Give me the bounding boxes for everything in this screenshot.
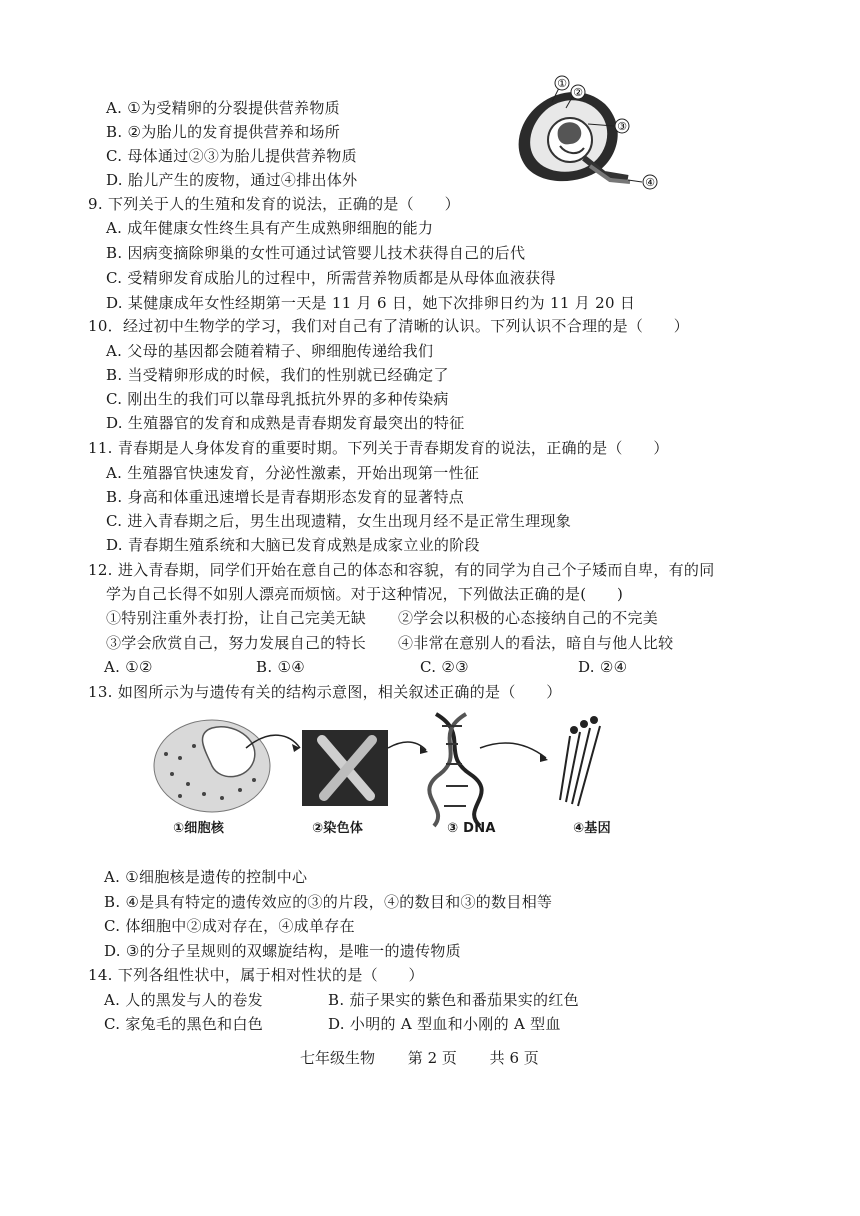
q8-option-d: D. 胎儿产生的废物，通过④排出体外	[106, 171, 358, 189]
uterus-label-4: ④	[645, 176, 655, 189]
q14-option-b: B. 茄子果实的紫色和番茄果实的红色	[328, 991, 579, 1009]
q13-option-a: A. ①细胞核是遗传的控制中心	[104, 868, 308, 886]
q11-option-a: A. 生殖器官快速发育，分泌性激素，开始出现第一性征	[106, 464, 480, 482]
q11-stem: 11. 青春期是人身体发育的重要时期。下列关于青春期发育的说法，正确的是（ ）	[88, 439, 669, 457]
uterus-label-1: ①	[557, 77, 567, 90]
q12-choice-b: B. ①④	[256, 658, 305, 676]
q9-option-a: A. 成年健康女性终生具有产生成熟卵细胞的能力	[106, 219, 434, 237]
q10-option-b: B. 当受精卵形成的时候，我们的性别就已经确定了	[106, 366, 449, 384]
uterus-label-3: ③	[617, 120, 627, 133]
q14-option-a: A. 人的黑发与人的卷发	[104, 991, 263, 1009]
q9-option-d: D. 某健康成年女性经期第一天是 11 月 6 日，她下次排卵日约为 11 月 20 日	[106, 294, 636, 312]
q13-option-c: C. 体细胞中②成对存在，④成单存在	[104, 917, 355, 935]
q13-stem: 13. 如图所示为与遗传有关的结构示意图，相关叙述正确的是（ ）	[88, 683, 562, 701]
q12-choice-c: C. ②③	[420, 658, 469, 676]
gene-drawing	[560, 716, 600, 806]
footer-total-pages: 共 6 页	[489, 1049, 539, 1067]
q8-option-a: A. ①为受精卵的分裂提供营养物质	[106, 99, 340, 117]
page-footer	[300, 1047, 567, 1068]
caption-dna: ③ DNA	[447, 821, 496, 836]
q11-option-b: B. 身高和体重迅速增长是青春期形态发育的显著特点	[106, 488, 465, 506]
q14-stem: 14. 下列各组性状中，属于相对性状的是（ ）	[88, 966, 424, 984]
dna-helix-drawing	[429, 714, 481, 826]
q11-option-d: D. 青春期生殖系统和大脑已发育成熟是成家立业的阶段	[106, 536, 480, 554]
q12-statement-3: ③学会欣赏自己，努力发展自己的特长	[106, 634, 367, 652]
footer-page-number: 第 2 页	[407, 1049, 457, 1067]
q12-statement-2: ②学会以积极的心态接纳自己的不完美	[398, 609, 659, 627]
cell-nucleus-drawing	[154, 720, 270, 812]
q12-stem-line1: 12. 进入青春期，同学们开始在意自己的体态和容貌，有的同学为自己个子矮而自卑，有的同	[88, 561, 715, 579]
q8-option-b: B. ②为胎儿的发育提供营养和场所	[106, 123, 341, 141]
q13-option-d: D. ③的分子呈规则的双螺旋结构，是唯一的遗传物质	[104, 942, 461, 960]
q9-option-c: C. 受精卵发育成胎儿的过程中，所需营养物质都是从母体血液获得	[106, 269, 556, 287]
q9-option-b: B. 因病变摘除卵巢的女性可通过试管婴儿技术获得自己的后代	[106, 244, 526, 262]
q12-choice-a: A. ①②	[104, 658, 153, 676]
uterus-label-2: ②	[573, 86, 583, 99]
q9-stem: 9. 下列关于人的生殖和发育的说法，正确的是（ ）	[88, 195, 460, 213]
uterus-fetus-figure	[500, 74, 670, 196]
q11-option-c: C. 进入青春期之后，男生出现遗精，女生出现月经不是正常生理现象	[106, 512, 572, 530]
q14-option-c: C. 家兔毛的黑色和白色	[104, 1015, 264, 1033]
q13-option-b: B. ④是具有特定的遗传效应的③的片段，④的数目和③的数目相等	[104, 893, 553, 911]
q10-option-d: D. 生殖器官的发育和成熟是青春期发育最突出的特征	[106, 414, 465, 432]
caption-chromosome: ②染色体	[312, 821, 364, 836]
q10-option-a: A. 父母的基因都会随着精子、卵细胞传递给我们	[106, 342, 434, 360]
q10-option-c: C. 刚出生的我们可以靠母乳抵抗外界的多种传染病	[106, 390, 449, 408]
q12-statement-4: ④非常在意别人的看法，暗自与他人比较	[398, 634, 674, 652]
caption-nucleus: ①细胞核	[173, 821, 225, 836]
q12-choice-d: D. ②④	[578, 658, 628, 676]
footer-subject: 七年级生物	[300, 1049, 376, 1067]
q12-statement-1: ①特别注重外表打扮，让自己完美无缺	[106, 609, 367, 627]
q14-option-d: D. 小明的 A 型血和小刚的 A 型血	[328, 1015, 561, 1033]
caption-gene: ④基因	[573, 821, 611, 836]
chromosome-drawing	[302, 730, 388, 806]
q10-stem: 10．经过初中生物学的学习，我们对自己有了清晰的认识。下列认识不合理的是（ ）	[88, 317, 690, 335]
q12-stem-line2: 学为自己长得不如别人漂亮而烦恼。对于这种情况，下列做法正确的是( )	[106, 585, 624, 603]
q8-option-c: C. 母体通过②③为胎儿提供营养物质	[106, 147, 357, 165]
